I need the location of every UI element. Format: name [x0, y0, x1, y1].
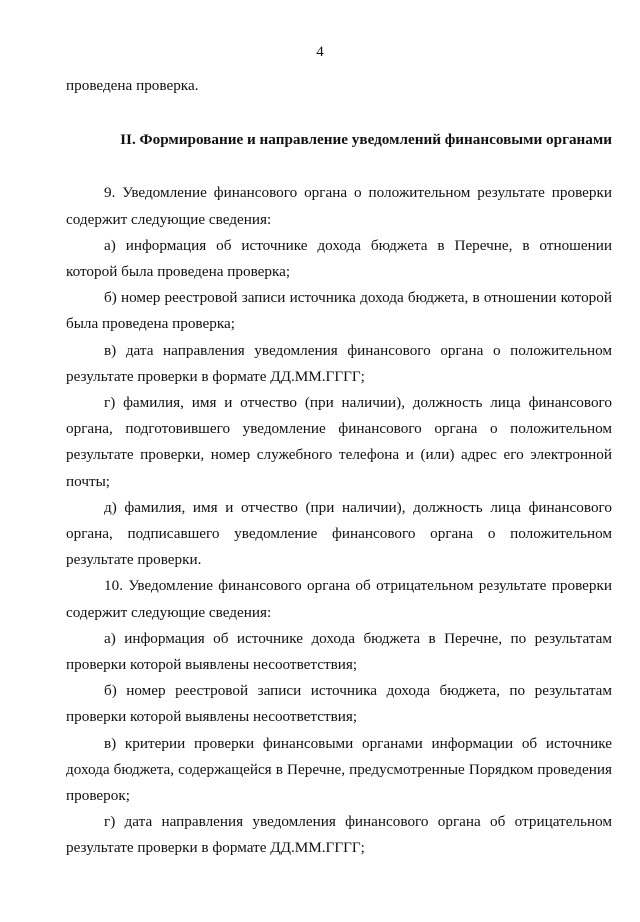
document-body [66, 73, 612, 862]
paragraph-10-g: г) дата направления уведомления финансового органа об отрицательном результате проверки в формате ДД.ММ.ГГГГ; [66, 813, 612, 857]
paragraph-9-a: а) информация об источнике дохода бюджета в Перечне, в отношении которой была проведена проверка; [66, 236, 612, 281]
paragraph-9-d: д) фамилия, имя и отчество (при наличии), должность лица финансового органа, подписавшего уведомление финансового органа о положительном результате проверки. [66, 498, 612, 569]
paragraph-10-v: в) критерии проверки финансовыми органами информации об источнике дохода бюджета, содержащейся в Перечне, предусмотренные Порядком проведения проверок; [66, 734, 612, 805]
paragraph-9-g: г) фамилия, имя и отчество (при наличии), должность лица финансового органа, подготовившего уведомление финансового органа о положительном результате проверки, номер служебного телефона и (или) адрес его электронной почты; [66, 394, 612, 490]
paragraph-9-b: б) номер реестровой записи источника дохода бюджета, в отношении которой была проведена проверка; [66, 289, 612, 333]
paragraph-10-b: б) номер реестровой записи источника дохода бюджета, по результатам проверки которой выявлены несоответствия; [66, 682, 612, 726]
section-heading: II. Формирование и направление уведомлений финансовыми органами [120, 131, 612, 149]
paragraph-9: 9. Уведомление финансового органа о положительном результате проверки содержит следующие сведения: [66, 184, 612, 228]
paragraph-10-a: а) информация об источнике дохода бюджета в Перечне, по результатам проверки которой выявлены несоответствия; [66, 629, 612, 674]
paragraph-10: 10. Уведомление финансового органа об отрицательном результате проверки содержит следующие сведения: [66, 577, 612, 621]
page-number: 4 [316, 44, 324, 60]
continuation-text: проведена проверка. [66, 77, 199, 94]
paragraph-9-v: в) дата направления уведомления финансового органа о положительном результате проверки в формате ДД.ММ.ГГГГ; [66, 341, 612, 385]
